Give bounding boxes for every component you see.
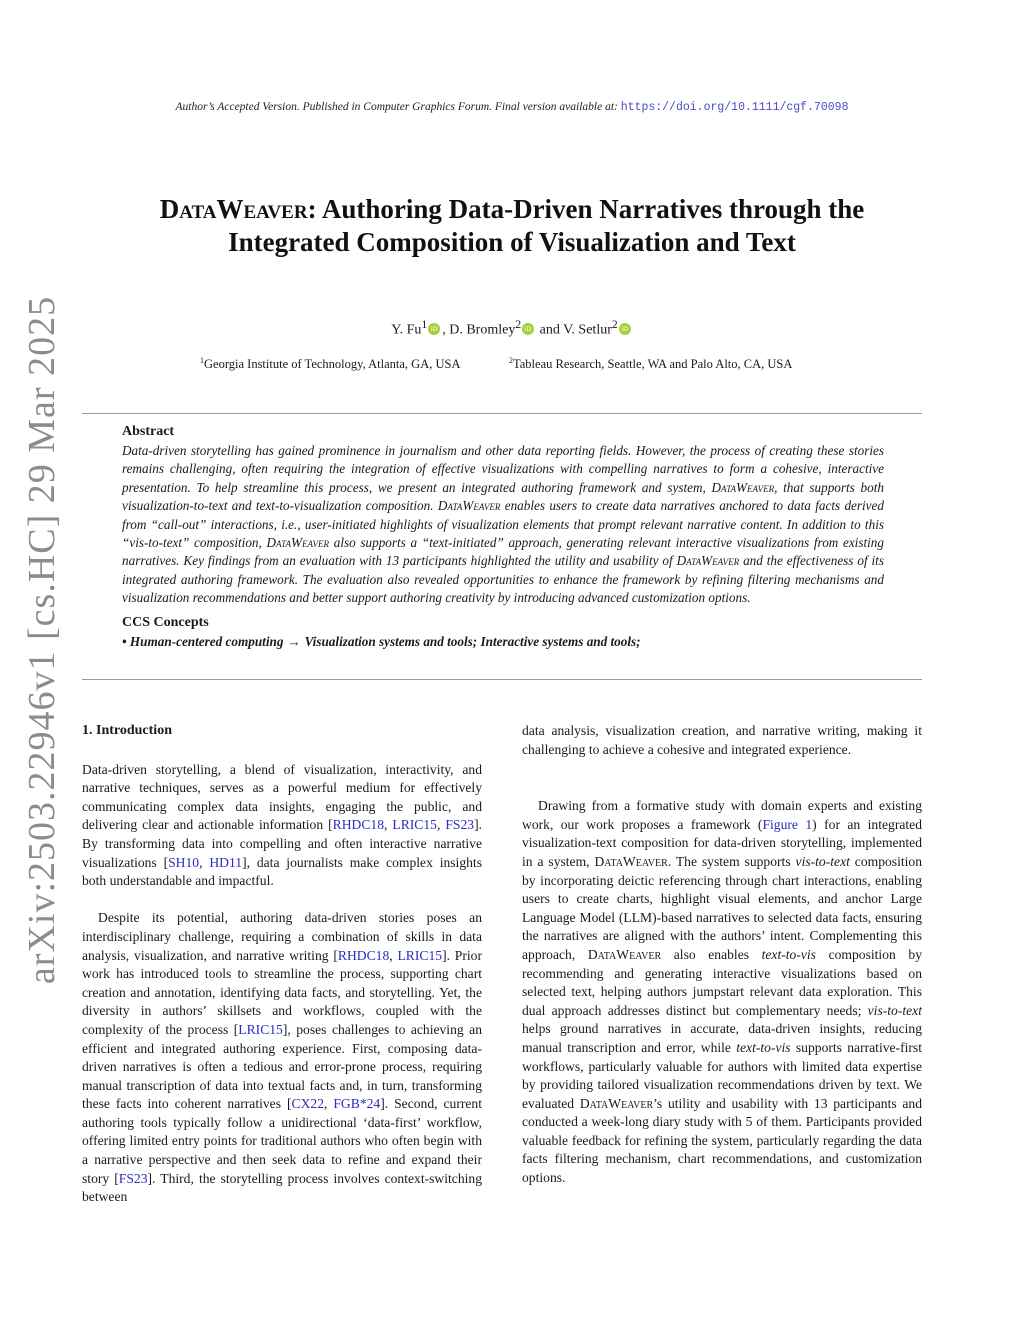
divider-top <box>82 413 922 414</box>
citation-link[interactable]: LRIC15 <box>238 1021 283 1037</box>
author-affiliation-mark: 1 <box>421 318 428 331</box>
ccs-subcategory: Visualization systems and tools; Interactive systems and tools; <box>304 633 641 649</box>
affiliation-number: 2 <box>509 356 513 365</box>
citation-link[interactable]: Figure 1 <box>762 816 813 832</box>
text-run: Data-driven storytelling, a blend of visualization, interactivity, and narrative techniques, serves as a powerful medium for effectively communicating complex data insights, engaging the public, and delivering clear and actionable information [ <box>82 761 482 833</box>
arrow-right-icon: → <box>287 633 301 649</box>
divider-bottom <box>82 679 922 680</box>
title-system-name: DataWeaver <box>159 194 308 224</box>
paper-title <box>60 193 964 259</box>
text-run: ]. Prior work has introduced tools to streamline the process, supporting chart creation and annotation, identifying data facts, and storytelling. Yet, the diversity in authors’ skillsets and workflows, coupled with the complexity of the process [ <box>82 947 482 1037</box>
text-run: ]. Third, the storytelling process involves context-switching between <box>82 1170 482 1205</box>
text-run: , <box>199 854 210 870</box>
citation-link[interactable]: FS23 <box>445 817 475 833</box>
text-run: ) for an integrated visualization-text composition for data-driven storytelling, implemented in a system, <box>522 816 922 869</box>
text-run: ]. Second, current authoring tools typically follow a unidirectional ‘data-first’ workflow, offering limited entry points for traditional authors who often begin with a narrative perspective and then seek data to refine and expand their story [ <box>82 1096 482 1186</box>
text-run: Drawing from a formative study with domain experts and existing work, our work proposes a framework ( <box>522 798 922 832</box>
arxiv-identifier: arXiv:2503.22946v1 [cs.HC] 29 Mar 2025 <box>21 295 63 985</box>
author-name: D. Bromley <box>449 322 516 338</box>
text-run: also enables <box>661 946 762 962</box>
affiliation-1 <box>200 356 461 372</box>
abstract-heading: Abstract <box>122 424 175 439</box>
citation-link[interactable]: FGB*24 <box>333 1096 381 1112</box>
abstract-body <box>122 442 884 608</box>
right-column <box>522 722 922 1206</box>
orcid-icon[interactable]: iD <box>522 323 534 335</box>
text-run: ]. By transforming data into compelling and often interactive narrative visualizations [ <box>82 817 483 870</box>
system-name: DataWeaver <box>266 535 330 551</box>
doi-link[interactable]: https://doi.org/10.1111/cgf.70098 <box>620 101 849 114</box>
author-separator: and <box>536 322 564 338</box>
text-run: ], data journalists make complex insights both understandable and impactful. <box>82 854 482 889</box>
system-name: DataWeaver <box>676 553 740 569</box>
title-line-2: Integrated Composition of Visualization and Text <box>228 227 796 257</box>
citation-link[interactable]: FS23 <box>118 1170 148 1186</box>
text-run: supports narrative-first workflows, particularly valuable for authors with limited data expertise by providing tailored visualization recommendations driven by text. We evaluated <box>522 1039 922 1111</box>
author-name: Y. Fu <box>391 322 422 338</box>
system-name: DataWeaver <box>579 1095 654 1111</box>
text-run: ], poses challenges to achieving an efficient and integrated authoring experience. First, composing data-driven narratives is often a tedious and error-prone process, requiring manual transcription of data into textual facts and, in turn, transforming these facts into coherent narratives [ <box>82 1021 482 1112</box>
paragraph <box>522 797 922 1187</box>
orcid-icon[interactable]: iD <box>619 323 631 335</box>
text-run: composition by incorporating deictic referencing through chart interactions, enabling users to create charts, highlight visual elements, and anchor Large Language Model (LLM)-based narratives to selected data facts, ensuring the narratives are aligned with the authors’ intent. Complementing this approach, <box>522 853 922 962</box>
ccs-concepts <box>122 632 884 652</box>
citation-link[interactable]: HD11 <box>209 854 243 870</box>
author-affiliation-mark: 2 <box>611 318 618 331</box>
publication-note-text: Author’s Accepted Version. Published in Computer Graphics Forum. Final version available at: <box>175 101 618 113</box>
text-run: also supports a “text-initiated” approach, generating relevant interactive visualizations from existing narratives. Key findings from an evaluation with 13 participants highlighted the utility and usability of <box>122 535 884 569</box>
ccs-category: Human-centered computing <box>129 633 284 649</box>
text-run: , <box>436 817 446 833</box>
author-list <box>0 318 1024 339</box>
ccs-bullet: • <box>122 633 127 649</box>
author-separator: , <box>442 322 450 338</box>
publication-note <box>0 101 1024 114</box>
orcid-icon[interactable]: iD <box>428 323 440 335</box>
left-column <box>82 722 482 1225</box>
text-run: Despite its potential, authoring data-driven stories poses an interdisciplinary challenge, requiring a combination of skills in data analysis, visualization, and narrative writing [ <box>82 910 482 963</box>
affiliation-text: Georgia Institute of Technology, Atlanta, GA, USA <box>204 357 461 372</box>
emphasis: text-to-vis <box>761 946 816 962</box>
citation-link[interactable]: RHDC18 <box>332 817 385 833</box>
title-line-1: : Authoring Data-Driven Narratives through the <box>307 194 865 224</box>
citation-link[interactable]: RHDC18 <box>337 947 390 963</box>
affiliation-text: Tableau Research, Seattle, WA and Palo Alto, CA, USA <box>513 357 793 372</box>
text-run: composition by recommending and generating interactive visualizations based on selected text, helping authors jumpstart relevant data exploration. This dual approach addresses distinct but complementary needs; <box>522 946 922 1018</box>
text-run: , <box>389 947 398 963</box>
text-run: and the effectiveness of its integrated authoring framework. The evaluation also revealed opportunities to enhance the framework by refining filtering mechanisms and visualization recommendations and better support authoring creativity by introducing advanced customization options. <box>122 553 884 606</box>
text-run: data analysis, visualization creation, and narrative writing, making it challenging to achieve a cohesive and integrated experience. <box>522 723 922 757</box>
system-name: DataWeaver <box>587 946 662 962</box>
text-run: , that supports both visualization-to-text and text-to-visualization composition. <box>122 479 884 514</box>
system-name: DataWeaver <box>594 853 668 869</box>
emphasis: vis-to-text <box>867 1002 922 1018</box>
paragraph <box>522 722 922 759</box>
text-run: , <box>384 817 393 833</box>
affiliation-2 <box>509 356 792 372</box>
paragraph <box>82 761 482 891</box>
citation-link[interactable]: SH10 <box>168 854 200 870</box>
text-run: Data-driven storytelling has gained prominence in journalism and other data reporting fields. However, the process of creating these stories remains challenging, often requiring the integration of effective visualizations with compelling narratives to form a cohesive, interactive presentation. To help streamline this process, we present an integrated authoring framework and system, <box>122 443 884 495</box>
author-name: V. Setlur <box>563 322 612 338</box>
section-heading: 1. Introduction <box>82 723 172 738</box>
text-run: . The system supports <box>667 853 796 869</box>
text-run: enables users to create data narratives anchored to data facts derived from “call-out” interactions, i.e., user-initiated highlights of visualization elements that prompt relevant narrative content. In addition to this “vis-to-text” composition, <box>122 498 884 551</box>
abstract-section <box>122 423 884 652</box>
affiliation-number: 1 <box>200 356 204 365</box>
emphasis: vis-to-text <box>795 853 850 869</box>
text-run: , <box>324 1096 334 1112</box>
emphasis: text-to-vis <box>736 1039 791 1055</box>
text-run: helps ground narratives in accurate, data-driven insights, reducing manual transcription and error, while <box>522 1021 922 1055</box>
system-name: DataWeaver <box>437 498 501 514</box>
system-name: DataWeaver <box>711 479 775 495</box>
paragraph <box>82 909 482 1207</box>
author-affiliation-mark: 2 <box>515 318 522 331</box>
citation-link[interactable]: LRIC15 <box>392 817 437 833</box>
citation-link[interactable]: LRIC15 <box>397 947 443 963</box>
citation-link[interactable]: CX22 <box>291 1096 324 1112</box>
text-run: ’s utility and usability with 13 participants and conducted a week-long diary study with 5 of them. Participants provided valuable feedback for refining the system, particularly regarding the data facts filtering mechanism, chart recommendations, and customization options. <box>522 1095 922 1186</box>
ccs-heading: CCS Concepts <box>122 614 209 630</box>
